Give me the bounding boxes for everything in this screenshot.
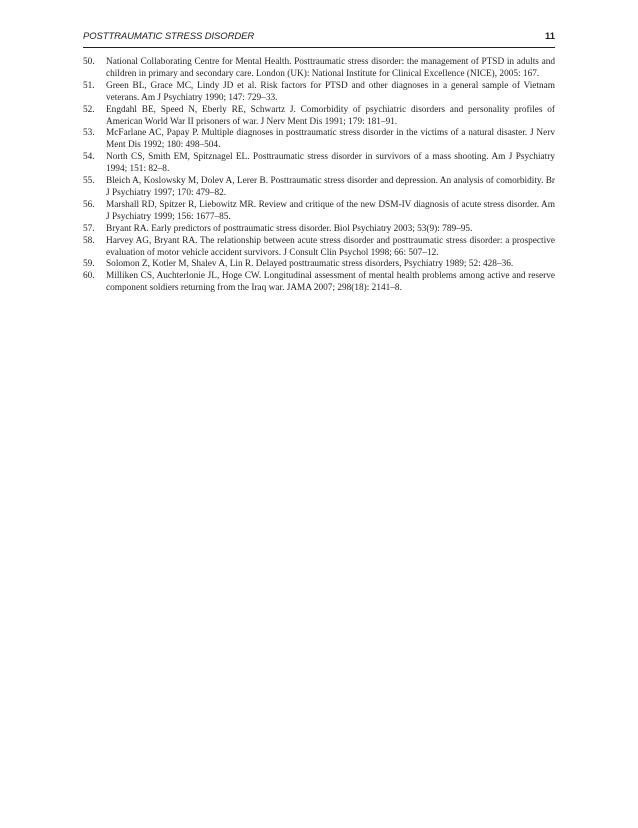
reference-number: 53. — [83, 128, 95, 139]
reference-text: Bleich A, Koslowsky M, Dolev A, Lerer B. Posttraumatic stress disorder and depression. An analysis of comorbidity. Br J Psychiatry 1997; 170: 479–82. — [106, 176, 555, 198]
reference-item — [83, 259, 555, 271]
reference-number: 56. — [83, 199, 95, 210]
reference-number: 52. — [83, 104, 95, 115]
reference-number: 51. — [83, 80, 95, 91]
reference-number: 58. — [83, 235, 95, 246]
reference-text: Engdahl BE, Speed N, Eberly RE, Schwartz J. Comorbidity of psychiatric disorders and personality profiles of American World War II prisoners of war. J Nerv Ment Dis 1991; 179: 181–91. — [106, 104, 555, 127]
reference-number: 50. — [83, 57, 95, 67]
reference-item — [83, 128, 555, 152]
reference-text: North CS, Smith EM, Spitznagel EL. Posttraumatic stress disorder in survivors of a mass shooting. Am J Psychiatry 1994; 151: 82–8. — [106, 152, 555, 175]
reference-number: 54. — [83, 152, 95, 163]
running-header — [83, 30, 555, 44]
reference-text: Harvey AG, Bryant RA. The relationship between acute stress disorder and posttraumatic stress disorder: a prospective evaluation of motor vehicle accident survivors. J Consult Clin Psychol 1998; 66: 507–12. — [106, 235, 555, 258]
reference-item — [83, 224, 555, 236]
reference-text: Solomon Z, Kotler M, Shalev A, Lin R. Delayed posttraumatic stress disorders, Psychiatry 1989; 52: 428–36. — [106, 259, 514, 270]
reference-number: 57. — [83, 223, 95, 234]
reference-text: Milliken CS, Auchterlonie JL, Hoge CW. Longitudinal assessment of mental health problems among active and reserve component soldiers returning from the Iraq war. JAMA 2007; 298(18): 2141–8. — [106, 271, 555, 294]
reference-item — [83, 236, 555, 260]
reference-item — [83, 271, 555, 295]
reference-number: 55. — [83, 176, 95, 187]
reference-text: Marshall RD, Spitzer R, Liebowitz MR. Review and critique of the new DSM-IV diagnosis of acute stress disorder. Am J Psychiatry 1999; 156: 1677–85. — [106, 199, 555, 222]
reference-text: National Collaborating Centre for Mental Health. Posttraumatic stress disorder: the management of PTSD in adults and children in primary and secondary care. London (UK): National Institute for Clinical Excellence (NICE), 2005: 167. — [106, 57, 555, 79]
reference-item — [83, 105, 555, 129]
reference-item — [83, 200, 555, 224]
reference-text: Bryant RA. Early predictors of posttraumatic stress disorder. Biol Psychiatry 2003; 53(9): 789–95. — [106, 223, 473, 234]
header-rule — [83, 47, 555, 48]
page-number: 11 — [544, 31, 555, 42]
reference-item — [83, 176, 555, 200]
reference-number: 59. — [83, 259, 95, 270]
reference-item — [83, 57, 555, 81]
reference-text: McFarlane AC, Papay P. Multiple diagnoses in posttraumatic stress disorder in the victims of a natural disaster. J Nerv Ment Dis 1992; 180: 498–504. — [106, 128, 555, 151]
running-title: POSTTRAUMATIC STRESS DISORDER — [83, 31, 255, 42]
reference-item — [83, 152, 555, 176]
reference-list — [83, 57, 555, 295]
reference-item — [83, 81, 555, 105]
reference-number: 60. — [83, 271, 95, 282]
reference-text: Green BL, Grace MC, Lindy JD et al. Risk factors for PTSD and other diagnoses in a general sample of Vietnam veterans. Am J Psychiatry 1990; 147: 729–33. — [106, 80, 555, 103]
